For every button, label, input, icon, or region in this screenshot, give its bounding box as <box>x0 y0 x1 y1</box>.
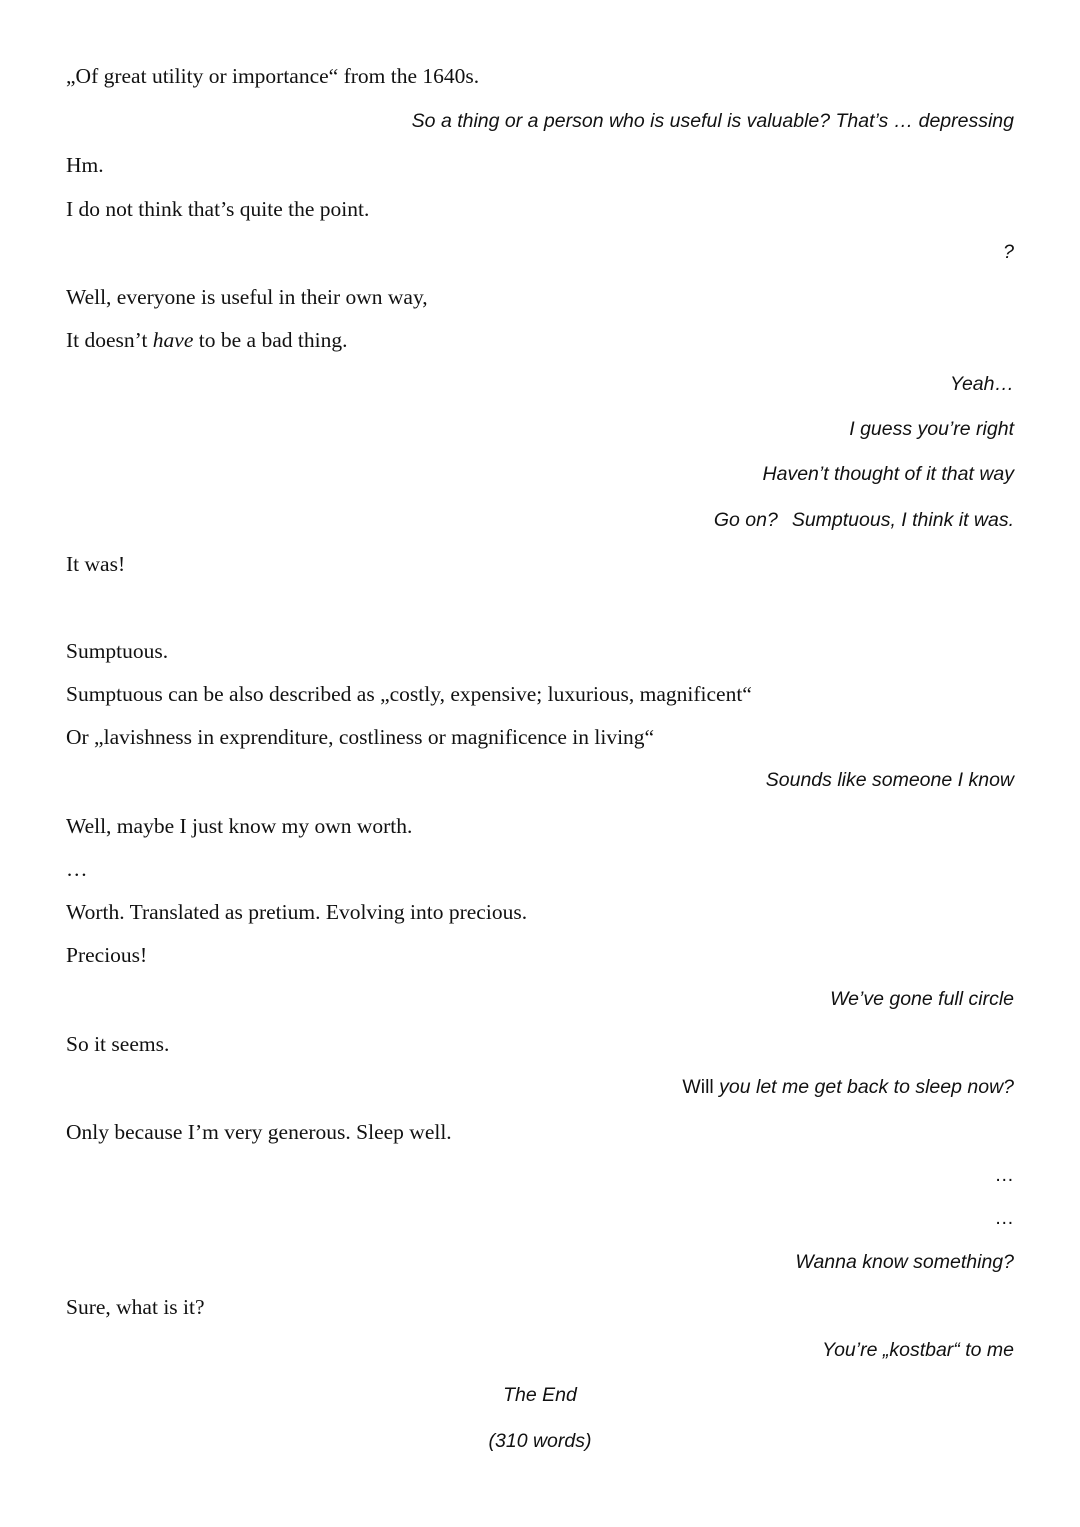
line-text: You’re „kostbar“ to me <box>822 1339 1014 1361</box>
line-text: Go on? <box>713 509 778 531</box>
line-text: Precious! <box>66 943 148 967</box>
narrator-line <box>66 285 428 310</box>
line-text: Or „lavishness in exprenditure, costliness or magnificence in living“ <box>66 725 655 749</box>
narrator-line <box>66 552 125 577</box>
emphasis-text: have <box>152 328 194 352</box>
reply-line <box>682 1076 1014 1099</box>
line-text: … <box>66 857 88 881</box>
the-end-text <box>0 1384 1080 1407</box>
line-text: „Of great utility or importance“ from the 1640s. <box>66 64 480 88</box>
line-text: you let me get back to sleep now? <box>713 1076 1014 1098</box>
narrator-line <box>66 943 147 968</box>
line-text: Sumptuous. <box>66 639 169 663</box>
narrator-line <box>66 64 479 89</box>
reply-line <box>849 418 1014 441</box>
narrator-line <box>66 1032 169 1057</box>
line-text: Will <box>682 1076 714 1098</box>
line-text: Yeah… <box>950 373 1014 395</box>
reply-line <box>995 1164 1015 1187</box>
narrator-line <box>66 682 752 707</box>
line-text: … <box>994 1207 1014 1229</box>
line-text: So a thing or a person who is useful is valuable? That’s … depressing <box>411 110 1014 132</box>
line-text: Sure, what is it? <box>66 1295 205 1319</box>
narrator-line <box>66 725 654 750</box>
line-text: It doesn’t <box>66 328 153 352</box>
word-count <box>0 1430 1080 1453</box>
reply-line <box>763 463 1014 486</box>
reply-line <box>995 1207 1015 1230</box>
line-text: The End <box>503 1384 577 1406</box>
line-text: It was! <box>66 552 126 576</box>
narrator-line <box>66 197 369 222</box>
line-text: So it seems. <box>66 1032 170 1056</box>
narrator-line <box>66 1295 205 1320</box>
line-text: Only because I’m very generous. Sleep well. <box>66 1120 452 1144</box>
narrator-line <box>66 857 88 882</box>
reply-line <box>795 1251 1014 1274</box>
line-text: to be a bad thing. <box>193 328 348 352</box>
line-text: Sumptuous can be also described as „costly, expensive; luxurious, magnificent“ <box>66 682 752 706</box>
line-text: (310 words) <box>488 1430 592 1452</box>
reply-line <box>1003 241 1014 264</box>
reply-line <box>714 509 1014 532</box>
line-text: Wanna know something? <box>795 1251 1014 1273</box>
reply-line <box>830 988 1014 1011</box>
narrator-line <box>66 1120 452 1145</box>
line-text: Sumptuous, I think it was. <box>791 509 1014 531</box>
reply-line <box>950 373 1014 396</box>
line-text: Worth. Translated as pretium. Evolving into precious. <box>66 900 528 924</box>
reply-line <box>412 110 1014 133</box>
reply-line <box>766 769 1014 792</box>
reply-line <box>822 1339 1014 1362</box>
line-text: … <box>994 1164 1014 1186</box>
narrator-line <box>66 153 104 178</box>
line-text: Sounds like someone I know <box>765 769 1014 791</box>
line-text: I do not think that’s quite the point. <box>66 197 370 221</box>
line-text: I guess you’re right <box>849 418 1014 440</box>
narrator-line <box>66 900 527 925</box>
line-text: We’ve gone full circle <box>830 988 1014 1010</box>
line-text: Well, everyone is useful in their own way, <box>66 285 428 309</box>
narrator-line <box>66 328 347 353</box>
line-text: Hm. <box>66 153 104 177</box>
line-text: Haven’t thought of it that way <box>762 463 1014 485</box>
narrator-line <box>66 814 412 839</box>
line-text: ? <box>1003 241 1014 263</box>
narrator-line <box>66 639 168 664</box>
line-text: Well, maybe I just know my own worth. <box>66 814 413 838</box>
